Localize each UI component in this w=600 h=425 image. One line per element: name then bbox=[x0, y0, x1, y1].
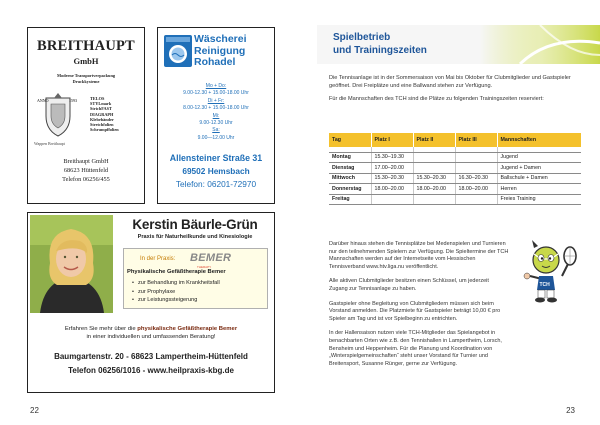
section-heading-line1: Spielbetrieb bbox=[333, 32, 391, 43]
table-cell: Montag bbox=[329, 152, 371, 163]
hours-time: 9.00-12.30 + 15.00-18.00 Uhr bbox=[183, 90, 249, 97]
body-paragraph: Gastspieler ohne Begleitung von Clubmitgliedern müssen sich beim Vorstand anmelden. Die Platzmiete für Gastspieler beträgt 10,00 € pro Spieler am Tag und ist vor Spielbeginn zu entrichten. bbox=[329, 300, 501, 322]
service-item: STYLmark bbox=[90, 101, 112, 107]
address-city: 68623 Hüttenfeld bbox=[63, 166, 109, 174]
table-cell bbox=[455, 194, 497, 205]
table-cell: Herren bbox=[497, 184, 581, 195]
kerstin-phone-web: Telefon 06256/1016 - www.heilpraxis-kbg.de bbox=[68, 366, 234, 375]
intro-paragraph: Für die Mannschaften des TCH sind die Plätze zu folgenden Trainingszeiten reserviert: bbox=[329, 95, 544, 102]
kerstin-title: Kerstin Bäurle-Grün bbox=[132, 217, 258, 232]
table-header: Platz III bbox=[455, 133, 497, 147]
training-schedule-table bbox=[329, 133, 581, 205]
bullet-item: • zur Leistungssteigerung bbox=[132, 296, 220, 305]
description-line: Druckkysteme bbox=[72, 78, 100, 84]
intro-text bbox=[329, 75, 581, 108]
section-heading-line2: und Trainingszeiten bbox=[333, 45, 427, 56]
table-row bbox=[329, 173, 581, 184]
table-cell: 17.00–20.00 bbox=[371, 163, 413, 174]
table-cell: Freitag bbox=[329, 194, 371, 205]
opening-hours bbox=[158, 83, 274, 142]
table-cell: 16.30–20.30 bbox=[455, 173, 497, 184]
table-cell: 18.00–20.00 bbox=[371, 184, 413, 195]
waescherei-street: Allensteiner Straße 31 bbox=[169, 153, 263, 164]
service-item: Klebebänder bbox=[90, 116, 114, 122]
right-page bbox=[300, 0, 600, 425]
table-row bbox=[329, 184, 581, 195]
table-cell bbox=[455, 163, 497, 174]
breithaupt-ad bbox=[27, 27, 145, 204]
table-cell bbox=[413, 194, 455, 205]
service-item: Schrumpffolien bbox=[90, 127, 119, 133]
crest-year-right: 1593 bbox=[69, 98, 77, 103]
breithaupt-company-form: GmbH bbox=[73, 56, 99, 66]
info-bold: physikalische Gefäßtherapie Bemer bbox=[137, 326, 238, 332]
crest-year-left: ANNO bbox=[37, 98, 49, 103]
table-cell: 15.30–20.30 bbox=[413, 173, 455, 184]
table-cell bbox=[413, 152, 455, 163]
mascot-label: TCH bbox=[539, 282, 550, 288]
intro-paragraph: Die Tennisanlage ist in der Sommersaison von Mai bis Oktober für Clubmitglieder und Gastspieler geöffnet. Drei Freiplätze und eine Ballwand stehen zur Verfügung. bbox=[329, 75, 571, 89]
hours-time: 8.00-12.30 + 15.00-18.00 Uhr bbox=[183, 105, 249, 112]
brand-line: Wäscherei bbox=[194, 33, 247, 45]
service-item: TELOS bbox=[90, 96, 105, 101]
hours-day: Di + Fr: bbox=[207, 97, 225, 104]
table-cell bbox=[413, 163, 455, 174]
kerstin-info bbox=[28, 325, 274, 341]
hours-day: Mi: bbox=[212, 112, 220, 119]
bemer-sub: THERAPY bbox=[197, 265, 212, 269]
crest-icon bbox=[37, 90, 79, 138]
page-number-left: 22 bbox=[30, 406, 39, 415]
table-cell: Jugend bbox=[497, 152, 581, 163]
tennis-ball-decoration-icon bbox=[480, 25, 600, 64]
breithaupt-middle bbox=[28, 86, 144, 150]
crest-caption: Wappen Breithaupt bbox=[34, 141, 65, 146]
table-cell: 15.30–19.30 bbox=[371, 152, 413, 163]
table-cell: 18.00–20.00 bbox=[413, 184, 455, 195]
service-item: DIAGRAPH bbox=[90, 111, 114, 117]
table-header: Platz II bbox=[413, 133, 455, 147]
table-cell: 18.00–20.00 bbox=[455, 184, 497, 195]
body-paragraph: Darüber hinaus stehen die Tennisplätze bei Medenspielen und Turnieren nur den teilnehmenden Spielern zur Verfügung. Die Spieltermine der TCH Mannschaften werden auf der Internetseite vom Hessischen Tennisverband www.htv.liga.nu veröffentlicht. bbox=[329, 241, 509, 270]
bullet-item: • zur Prophylaxe bbox=[132, 288, 220, 297]
table-row bbox=[329, 194, 581, 205]
praxis-label: In der Praxis: bbox=[140, 256, 176, 262]
waescherei-city: 69502 Hemsbach bbox=[182, 166, 250, 177]
washing-machine-icon bbox=[163, 34, 193, 68]
bullet-item: • zur Behandlung im Krankheitsfall bbox=[132, 279, 220, 288]
table-cell: Freies Training bbox=[497, 194, 581, 205]
table-row bbox=[329, 152, 581, 163]
section-banner bbox=[317, 25, 600, 64]
table-row bbox=[329, 163, 581, 174]
hours-day: Sa: bbox=[212, 127, 220, 134]
info-prefix: Erfahren Sie mehr über die bbox=[64, 326, 138, 332]
waescherei-ad bbox=[157, 27, 275, 204]
waescherei-logo bbox=[158, 34, 274, 68]
praxis-box bbox=[123, 248, 268, 309]
table-cell: Jugend + Damen bbox=[497, 163, 581, 174]
table-cell: Dienstag bbox=[329, 163, 371, 174]
table-cell: Ballschule + Damen bbox=[497, 173, 581, 184]
table-header-row bbox=[329, 133, 581, 147]
body-paragraph: Alle aktiven Clubmitglieder besitzen einen Schlüssel, um jederzeit Zugang zur Tennisanlage zu haben. bbox=[329, 278, 489, 292]
address-phone: Telefon 06256/455 bbox=[62, 175, 110, 183]
hours-time: 9.00—12.00 Uhr bbox=[197, 134, 235, 141]
breithaupt-name: BREITHAUPT bbox=[37, 38, 135, 54]
breithaupt-address bbox=[28, 158, 144, 184]
address-name: Breithaupt GmbH bbox=[63, 158, 109, 165]
brand-line: Reinigung bbox=[194, 44, 246, 57]
table-cell: 15.30–20.30 bbox=[371, 173, 413, 184]
info-line-2: in einer individuellen und umfassenden Beratung! bbox=[86, 334, 216, 340]
bemer-logo-icon: BEMER bbox=[190, 252, 232, 264]
waescherei-phone: Telefon: 06201-72970 bbox=[175, 179, 257, 190]
table-cell: Donnerstag bbox=[329, 184, 371, 195]
breithaupt-description bbox=[28, 73, 144, 84]
tennis-mascot-icon bbox=[512, 236, 582, 306]
table-header: Tag bbox=[329, 133, 371, 147]
kerstin-address: Baumgartenstr. 20 - 68623 Lampertheim-Hüttenfeld bbox=[54, 352, 248, 361]
table-header: Mannschaften bbox=[497, 133, 581, 147]
body-text bbox=[329, 241, 509, 375]
description-line: Moderne Transportverpackung bbox=[57, 73, 115, 78]
kerstin-subtitle: Praxis für Naturheilkunde und Kinesiologie bbox=[137, 234, 253, 240]
kerstin-ad bbox=[27, 212, 275, 393]
table-cell bbox=[455, 152, 497, 163]
table-header: Platz I bbox=[371, 133, 413, 147]
page-number-right: 23 bbox=[566, 406, 575, 415]
waescherei-brand bbox=[194, 34, 247, 69]
brand-line: Rohadel bbox=[194, 56, 236, 68]
service-item: StrichFAST bbox=[90, 106, 112, 112]
service-item: Stretchfolien bbox=[90, 122, 114, 128]
services-list bbox=[90, 96, 119, 132]
hours-day: Mo + Do: bbox=[205, 83, 227, 89]
portrait-photo bbox=[30, 215, 113, 313]
therapy-bullets bbox=[132, 279, 220, 305]
hours-time: 9.00-12.30 Uhr bbox=[199, 120, 233, 127]
info-line bbox=[28, 325, 274, 333]
table-cell: Mittwoch bbox=[329, 173, 371, 184]
table-cell bbox=[371, 194, 413, 205]
therapy-name: Physikalische Gefäßtherapie Bemer bbox=[127, 269, 226, 275]
body-paragraph: In der Hallensaison nutzen viele TCH-Mitglieder das Spielangebot in benachbarten Orten wie z.B. den Tennishallen in Lampertheim, Lorsch, Bensheim und Heppenheim. Für die Planung und Koordination von „Winterspielgemeinschaften“ steht unser Vorstand für Turnier und Breitensport, Susanne Rünger, gerne zur Verfügung. bbox=[329, 330, 502, 367]
